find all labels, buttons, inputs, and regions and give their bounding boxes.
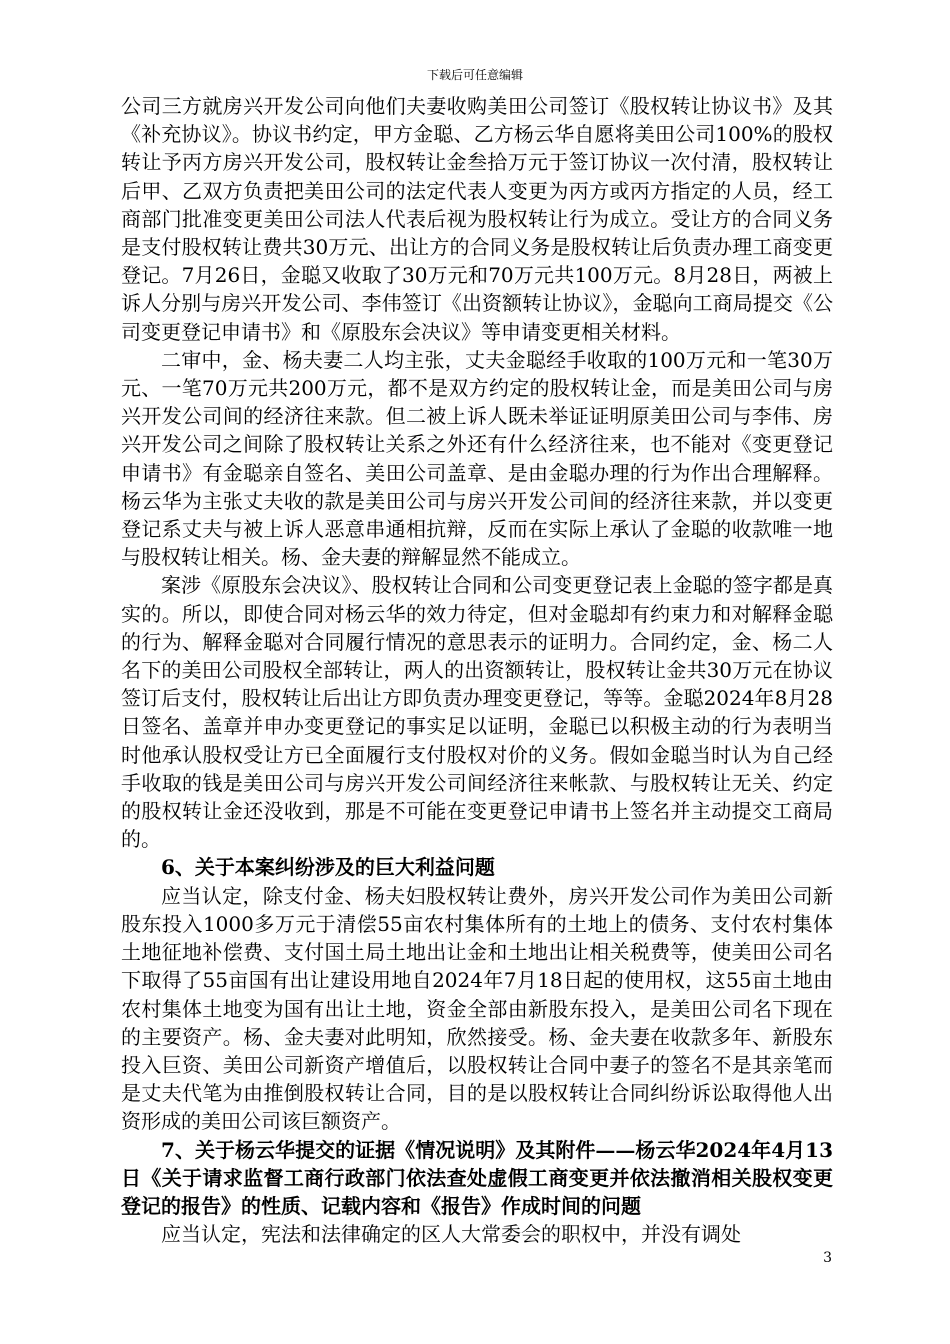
paragraph: 案涉《原股东会决议》、股权转让合同和公司变更登记表上金聪的签字都是真实的。所以，即使合同对杨云华的效力待定，但对金聪却有约束力和对解释金聪的行为、解释金聪对合同履行情况的意思表示的证明力。合同约定，金、杨二人名下的美田公司股权全部转让，两人的出资额转让，股权转让金共30万元在协议签订后支付，股权转让后出让方即负责办理变更登记，等等。金聪2024年8月28日签名、盖章并申办变更登记的事实足以证明，金聪已以积极主动的行为表明当时他承认股权受让方已全面履行支付股权对价的义务。假如金聪当时认为自己经手收取的钱是美田公司与房兴开发公司间经济往来帐款、与股权转让无关、约定的股权转让金还没收到，那是不可能在变更登记申请书上签名并主动提交工商局的。 <box>121 573 833 852</box>
section-heading: 6、关于本案纠纷涉及的巨大利益问题 <box>161 855 495 880</box>
paragraph: 二审中，金、杨夫妻二人均主张，丈夫金聪经手收取的100万元和一笔30万元、一笔70万元共200万元，都不是双方约定的股权转让金，而是美田公司与房兴开发公司间的经济往来款。但二被上诉人既未举证证明原美田公司与李伟、房兴开发公司之间除了股权转让关系之外还有什么经济往来，也不能对《变更登记申请书》有金聪亲自签名、美田公司盖章、是由金聪办理的行为作出合理解释。杨云华为主张丈夫收的款是美田公司与房兴开发公司间的经济往来款，并以变更登记系丈夫与被上诉人恶意串通相抗辩，反而在实际上承认了金聪的收款唯一地与股权转让相关。杨、金夫妻的辩解显然不能成立。 <box>121 347 833 570</box>
page-number: 3 <box>823 1250 832 1266</box>
paragraph-continued: 公司三方就房兴开发公司向他们夫妻收购美田公司签订《股权转让协议书》及其《补充协议》。协议书约定，甲方金聪、乙方杨云华自愿将美田公司100%的股权转让予丙方房兴开发公司，股权转让金叁拾万元于签订协议一次付清，股权转让后甲、乙双方负责把美田公司的法定代表人变更为丙方或丙方指定的人员，经工商部门批准变更美田公司法人代表后视为股权转让行为成立。受让方的合同义务是支付股权转让费共30万元、出让方的合同义务是股权转让后负责办理工商变更登记。7月26日，金聪又收取了30万元和70万元共100万元。8月28日，两被上诉人分别与房兴开发公司、李伟签订《出资额转让协议》，金聪向工商局提交《公司变更登记申请书》和《原股东会决议》等申请变更相关材料。 <box>121 94 833 344</box>
paragraph: 应当认定，宪法和法律确定的区人大常委会的职权中，并没有调处 <box>161 1222 741 1247</box>
document-body <box>121 92 833 1248</box>
page-header: 下载后可任意编辑 <box>426 68 523 82</box>
section-heading: 7、关于杨云华提交的证据《情况说明》及其附件——杨云华2024年4月13日《关于请求监督工商行政部门依法查处虚假工商变更并依法撤消相关股权变更登记的报告》的性质、记载内容和《报告》作成时间的问题 <box>121 1137 833 1218</box>
paragraph: 应当认定，除支付金、杨夫妇股权转让费外，房兴开发公司作为美田公司新股东投入1000多万元于清偿55亩农村集体所有的土地上的债务、支付农村集体土地征地补偿费、支付国土局土地出让金和土地出让相关税费等，使美田公司名下取得了55亩国有出让建设用地自2024年7月18日起的使用权，这55亩土地由农村集体土地变为国有出让土地，资金全部由新股东投入，是美田公司名下现在的主要资产。杨、金夫妻对此明知，欣然接受。杨、金夫妻在收款多年、新股东投入巨资、美田公司新资产增值后，以股权转让合同中妻子的签名不是其亲笔而是丈夫代笔为由推倒股权转让合同，目的是以股权转让合同纠纷诉讼取得他人出资形成的美田公司该巨额资产。 <box>121 883 833 1134</box>
